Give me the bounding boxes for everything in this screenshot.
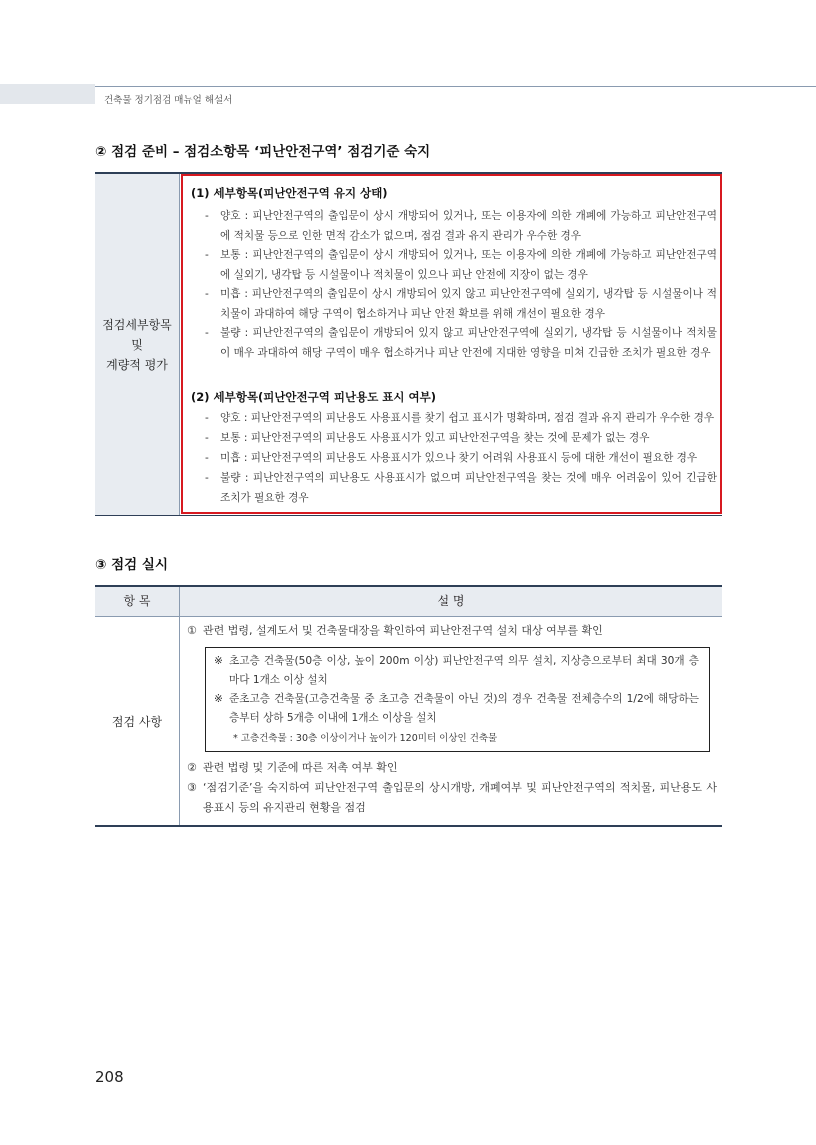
row-label-line: 점검세부항목 xyxy=(102,317,172,332)
row-label-line: 계량적 평가 xyxy=(106,357,168,372)
section2-title: ② 점검 준비 – 점검소항목 ‘피난안전구역’ 점검기준 숙지 xyxy=(95,144,431,160)
header-item: 항 목 xyxy=(95,587,180,616)
header-description: 설 명 xyxy=(437,594,465,608)
criteria-table xyxy=(95,172,722,516)
criteria-item: - 미흡 : 피난안전구역의 피난용도 사용표시가 있으나 찾기 어려워 사용표시 등에 대한 개선이 필요한 경우 xyxy=(205,452,698,464)
row-label-line: 및 xyxy=(131,337,143,352)
note-item: ※ 준초고층 건축물(고층건축물 중 초고층 건축물이 아닌 것)의 경우 건축물 전체층수의 1/2에 해당하는 층부터 상하 5개층 이내에 1개소 이상을 설치 xyxy=(214,693,699,724)
criteria-item: - 미흡 : 피난안전구역의 출입문이 상시 개방되어 있지 않고 피난안전구역에 실외기, 냉각탑 등 시설물이나 적치물이 과대하여 해당 구역이 협소하거나 피난 안전 확보를 위해 개선이 필요한 경우 xyxy=(205,288,717,320)
header-rule xyxy=(95,86,816,87)
inspection-line: ① 관련 법령, 설계도서 및 건축물대장을 확인하여 피난안전구역 설치 대상 여부를 확인 xyxy=(187,624,603,637)
note-item: ※ 초고층 건축물(50층 이상, 높이 200m 이상) 피난안전구역 의무 설치, 지상층으로부터 최대 30개 층마다 1개소 이상 설치 xyxy=(214,655,699,686)
inspection-line: ② 관련 법령 및 기준에 따른 저촉 여부 확인 xyxy=(187,761,398,774)
criteria-row-label xyxy=(95,174,180,515)
inspection-line: ③ ‘점검기준’을 숙지하여 피난안전구역 출입문의 상시개방, 개폐여부 및 피난안전구역의 적치물, 피난용도 사용표시 등의 유지관리 현황을 점검 xyxy=(187,781,717,814)
criteria-item: - 불량 : 피난안전구역의 피난용도 사용표시가 없으며 피난안전구역을 찾는 것에 매우 어려움이 있어 긴급한 조치가 필요한 경우 xyxy=(205,472,717,504)
footnote: * 고층건축물 : 30층 이상이거나 높이가 120미터 이상인 건축물 xyxy=(233,733,498,744)
criteria-item: - 양호 : 피난안전구역의 피난용도 사용표시를 찾기 쉽고 표시가 명확하며, 점검 결과 유지 관리가 우수한 경우 xyxy=(205,412,715,424)
criteria-item: - 불량 : 피난안전구역의 출입문이 개방되어 있지 않고 피난안전구역에 실외기, 냉각탑 등 시설물이나 적치물이 매우 과대하여 해당 구역이 매우 협소하거나 피난 안전에 지대한 영향을 미쳐 긴급한 조치가 필요한 경우 xyxy=(205,327,717,359)
criteria-highlight-box xyxy=(181,174,722,514)
table-bottom-rule xyxy=(95,515,722,516)
criteria-item: - 양호 : 피난안전구역의 출입문이 상시 개방되어 있거나, 또는 이용자에 의한 개폐에 가능하고 피난안전구역에 적치물 등으로 인한 면적 감소가 없으며, 점검 결과 유지 관리가 우수한 경우 xyxy=(205,210,717,242)
running-title: 건축물 정기점검 매뉴얼 해설서 xyxy=(104,95,233,106)
criteria-item: - 보통 : 피난안전구역의 출입문이 상시 개방되어 있거나, 또는 이용자에 의한 개폐에 가능하고 피난안전구역에 실외기, 냉각탑 등 시설물이나 적치물이 있으나 피난 안전에 지장이 없는 경우 xyxy=(205,249,717,281)
section3-title: ③ 점검 실시 xyxy=(95,557,168,573)
criteria-item: - 보통 : 피난안전구역의 피난용도 사용표시가 있고 피난안전구역을 찾는 것에 문제가 없는 경우 xyxy=(205,432,650,444)
table-bottom-rule xyxy=(95,825,722,827)
page-number: 208 xyxy=(95,1068,124,1086)
subsection-heading: (2) 세부항목(피난안전구역 피난용도 표시 여부) xyxy=(191,390,436,404)
subsection-heading: (1) 세부항목(피난안전구역 유지 상태) xyxy=(191,186,388,200)
inspection-table xyxy=(95,585,722,827)
header-accent-bar xyxy=(0,84,95,104)
table-header-row xyxy=(95,587,722,617)
inspection-row-label: 점검 사항 xyxy=(95,617,180,826)
note-box xyxy=(205,647,710,752)
